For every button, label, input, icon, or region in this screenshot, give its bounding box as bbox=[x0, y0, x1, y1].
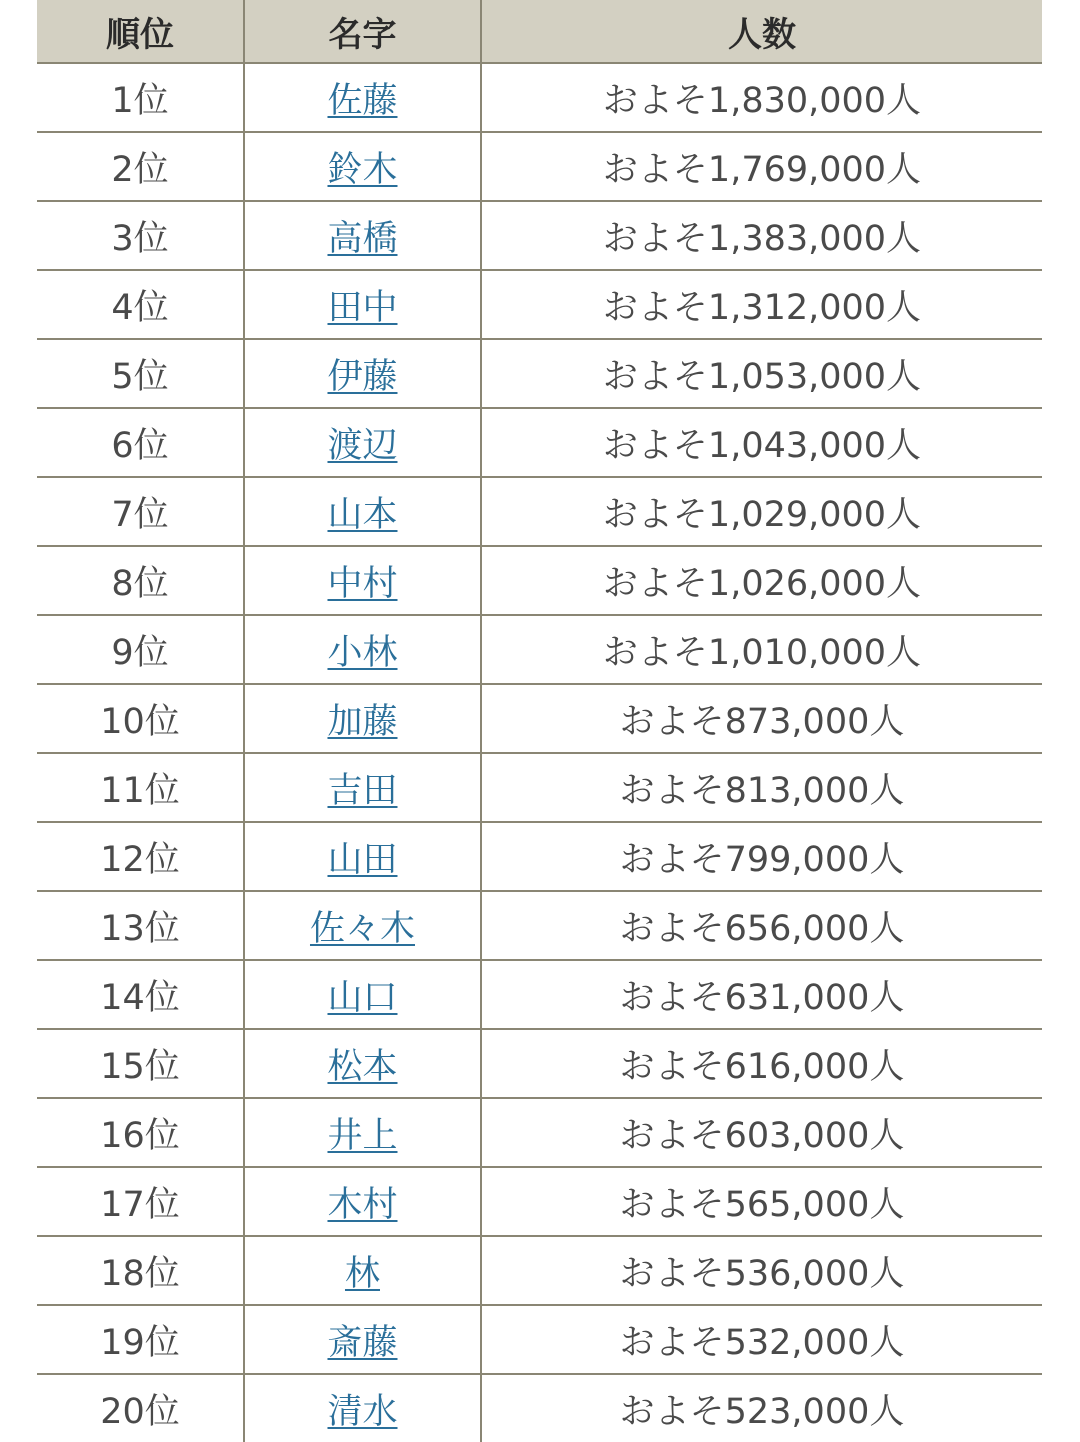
table-row bbox=[37, 684, 1042, 753]
surname-ranking-table-container bbox=[37, 0, 1042, 1442]
surname-link[interactable]: 佐藤 bbox=[327, 80, 398, 121]
name-cell bbox=[244, 546, 481, 615]
header-rank: 順位 bbox=[37, 0, 244, 63]
table-row bbox=[37, 891, 1042, 960]
count-cell: およそ631,000人 bbox=[481, 960, 1042, 1029]
surname-link[interactable]: 渡辺 bbox=[327, 425, 398, 466]
count-cell: およそ1,312,000人 bbox=[481, 270, 1042, 339]
surname-link[interactable]: 林 bbox=[344, 1253, 380, 1294]
surname-link[interactable]: 佐々木 bbox=[309, 908, 415, 949]
header-count: 人数 bbox=[481, 0, 1042, 63]
rank-cell: 19位 bbox=[37, 1305, 244, 1374]
surname-link[interactable]: 松本 bbox=[327, 1046, 398, 1087]
table-row bbox=[37, 1236, 1042, 1305]
table-row bbox=[37, 339, 1042, 408]
name-cell bbox=[244, 753, 481, 822]
rank-cell: 8位 bbox=[37, 546, 244, 615]
surname-link[interactable]: 鈴木 bbox=[327, 149, 398, 190]
name-cell bbox=[244, 63, 481, 132]
surname-link[interactable]: 伊藤 bbox=[327, 356, 398, 397]
header-row bbox=[37, 0, 1042, 63]
name-cell bbox=[244, 270, 481, 339]
name-cell bbox=[244, 615, 481, 684]
surname-link[interactable]: 加藤 bbox=[327, 701, 398, 742]
rank-cell: 7位 bbox=[37, 477, 244, 546]
rank-cell: 4位 bbox=[37, 270, 244, 339]
count-cell: およそ1,010,000人 bbox=[481, 615, 1042, 684]
rank-cell: 2位 bbox=[37, 132, 244, 201]
count-cell: およそ603,000人 bbox=[481, 1098, 1042, 1167]
rank-cell: 5位 bbox=[37, 339, 244, 408]
table-row bbox=[37, 477, 1042, 546]
rank-cell: 12位 bbox=[37, 822, 244, 891]
rank-cell: 13位 bbox=[37, 891, 244, 960]
count-cell: およそ799,000人 bbox=[481, 822, 1042, 891]
count-cell: およそ532,000人 bbox=[481, 1305, 1042, 1374]
name-cell bbox=[244, 822, 481, 891]
name-cell bbox=[244, 684, 481, 753]
name-cell bbox=[244, 339, 481, 408]
count-cell: およそ1,383,000人 bbox=[481, 201, 1042, 270]
surname-link[interactable]: 中村 bbox=[327, 563, 398, 604]
surname-link[interactable]: 小林 bbox=[327, 632, 398, 673]
surname-link[interactable]: 吉田 bbox=[327, 770, 398, 811]
surname-ranking-table bbox=[37, 0, 1042, 1442]
count-cell: およそ565,000人 bbox=[481, 1167, 1042, 1236]
table-row bbox=[37, 132, 1042, 201]
surname-link[interactable]: 田中 bbox=[327, 287, 398, 328]
surname-link[interactable]: 高橋 bbox=[327, 218, 398, 259]
table-row bbox=[37, 615, 1042, 684]
rank-cell: 11位 bbox=[37, 753, 244, 822]
rank-cell: 3位 bbox=[37, 201, 244, 270]
surname-link[interactable]: 山本 bbox=[327, 494, 398, 535]
rank-cell: 15位 bbox=[37, 1029, 244, 1098]
rank-cell: 6位 bbox=[37, 408, 244, 477]
name-cell bbox=[244, 1374, 481, 1442]
count-cell: およそ813,000人 bbox=[481, 753, 1042, 822]
rank-cell: 14位 bbox=[37, 960, 244, 1029]
table-row bbox=[37, 1167, 1042, 1236]
count-cell: およそ1,830,000人 bbox=[481, 63, 1042, 132]
count-cell: およそ873,000人 bbox=[481, 684, 1042, 753]
count-cell: およそ1,043,000人 bbox=[481, 408, 1042, 477]
name-cell bbox=[244, 1098, 481, 1167]
name-cell bbox=[244, 408, 481, 477]
table-row bbox=[37, 960, 1042, 1029]
rank-cell: 16位 bbox=[37, 1098, 244, 1167]
table-row bbox=[37, 546, 1042, 615]
rank-cell: 1位 bbox=[37, 63, 244, 132]
rank-cell: 10位 bbox=[37, 684, 244, 753]
name-cell bbox=[244, 201, 481, 270]
table-row bbox=[37, 270, 1042, 339]
count-cell: およそ536,000人 bbox=[481, 1236, 1042, 1305]
name-cell bbox=[244, 1305, 481, 1374]
name-cell bbox=[244, 132, 481, 201]
table-row bbox=[37, 1098, 1042, 1167]
table-row bbox=[37, 408, 1042, 477]
count-cell: およそ656,000人 bbox=[481, 891, 1042, 960]
rank-cell: 20位 bbox=[37, 1374, 244, 1442]
count-cell: およそ523,000人 bbox=[481, 1374, 1042, 1442]
surname-link[interactable]: 山口 bbox=[327, 977, 398, 1018]
rank-cell: 9位 bbox=[37, 615, 244, 684]
count-cell: およそ1,769,000人 bbox=[481, 132, 1042, 201]
name-cell bbox=[244, 960, 481, 1029]
surname-link[interactable]: 木村 bbox=[327, 1184, 398, 1225]
surname-link[interactable]: 井上 bbox=[327, 1115, 398, 1156]
header-name: 名字 bbox=[244, 0, 481, 63]
table-row bbox=[37, 1029, 1042, 1098]
table-row bbox=[37, 1374, 1042, 1442]
rank-cell: 18位 bbox=[37, 1236, 244, 1305]
name-cell bbox=[244, 1236, 481, 1305]
table-row bbox=[37, 1305, 1042, 1374]
table-body bbox=[37, 63, 1042, 1442]
count-cell: およそ1,053,000人 bbox=[481, 339, 1042, 408]
table-row bbox=[37, 201, 1042, 270]
table-header bbox=[37, 0, 1042, 63]
name-cell bbox=[244, 477, 481, 546]
name-cell bbox=[244, 1167, 481, 1236]
surname-link[interactable]: 斎藤 bbox=[327, 1322, 398, 1363]
surname-link[interactable]: 山田 bbox=[327, 839, 398, 880]
table-row bbox=[37, 753, 1042, 822]
count-cell: およそ1,029,000人 bbox=[481, 477, 1042, 546]
surname-link[interactable]: 清水 bbox=[327, 1391, 398, 1432]
table-row bbox=[37, 63, 1042, 132]
rank-cell: 17位 bbox=[37, 1167, 244, 1236]
table-row bbox=[37, 822, 1042, 891]
count-cell: およそ1,026,000人 bbox=[481, 546, 1042, 615]
name-cell bbox=[244, 1029, 481, 1098]
name-cell bbox=[244, 891, 481, 960]
count-cell: およそ616,000人 bbox=[481, 1029, 1042, 1098]
